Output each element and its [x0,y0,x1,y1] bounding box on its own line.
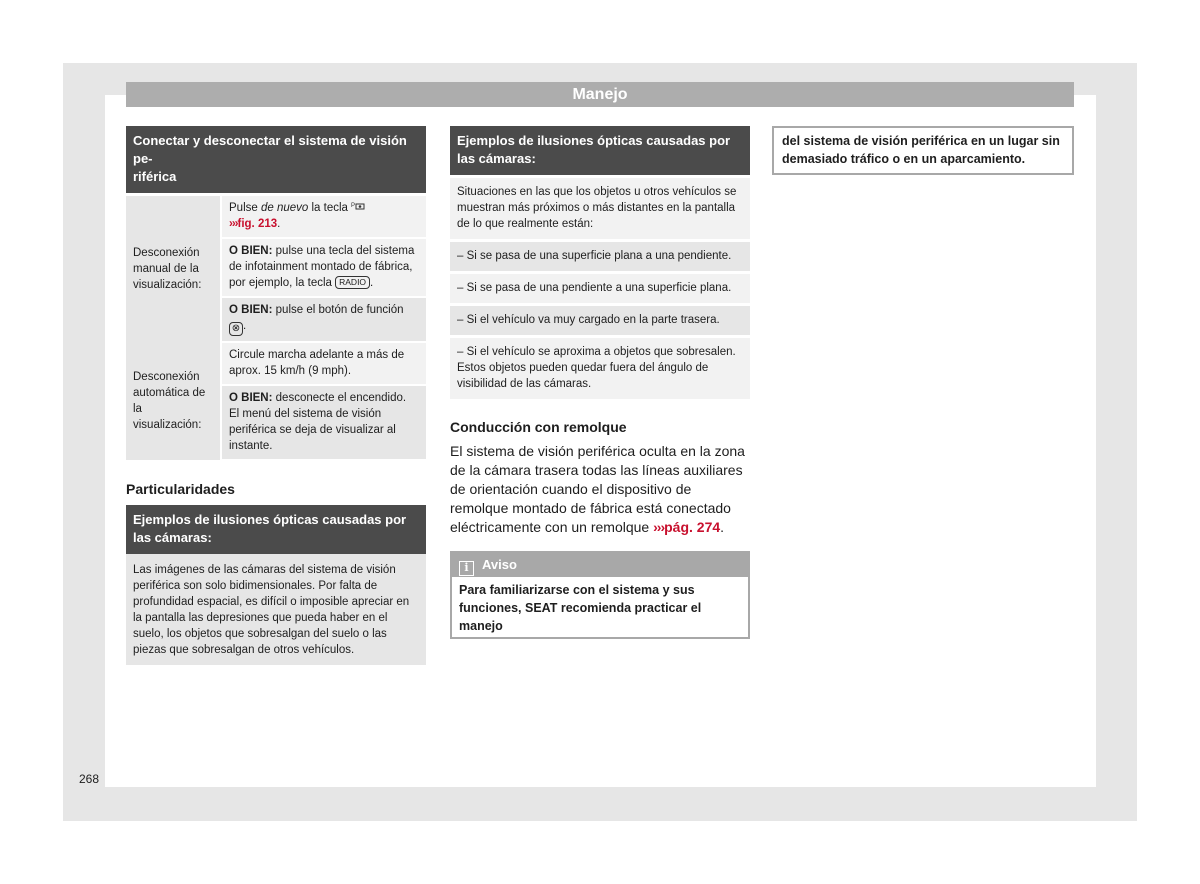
list-item: – Si el vehículo se aproxima a objetos que sobresalen. Estos objetos pueden quedar fuera del ángulo de visibilidad de las cámaras. [450,338,750,399]
cell-emphasis: de nuevo [260,202,309,214]
list-item: – Si se pasa de una pendiente a una superficie plana. [450,274,750,303]
cell-text: . [243,320,247,332]
cell-bold: O BIEN: [229,304,273,316]
cell-text: la tecla [308,202,352,214]
table-cell [221,238,426,297]
cell-text: Pulse [229,202,261,214]
section-header [126,82,1074,107]
svg-text:P: P [351,203,356,209]
radio-key-icon: RADIO [335,276,370,289]
particularidades-heading: Particularidades [126,481,235,497]
row-label-manual: Desconexión manual de la visualización: [126,196,221,342]
list-item: – Si se pasa de una superficie plana a una pendiente. [450,242,750,271]
optical-illusions-list-title: Ejemplos de ilusiones ópticas causadas por las cámaras: [450,126,750,175]
trailer-body-text [450,442,750,537]
page-reference-link[interactable]: pág. 274 [664,519,721,535]
illusions-intro: Situaciones en las que los objetos u otros vehículos se muestran más próximos o más distantes en la pantalla de lo que realmente están: [450,178,750,239]
body-text: El sistema de visión periférica oculta en la zona de la cámara trasera todas las líneas auxiliares de orientación cuando el dispositivo de remolque montado de fábrica está conectado eléctricamente con un remolque [450,443,745,535]
cell-text: . [277,218,281,230]
column-middle [450,126,750,639]
optical-illusions-box-text: Las imágenes de las cámaras del sistema de visión periférica son solo bidimensionales. Por falta de profundidad espacial, es difícil o imposible apreciar en la pantalla las depresiones que pueda haber en el suelo, los objetos que sobresalgan del suelo o las piezas que sobresalgan de otros vehículos. [126,554,426,665]
row-label-automatic: Desconexión automática de la visualización: [126,342,221,460]
disconnect-table [126,196,426,461]
box-title-line: Conectar y desconectar el sistema de visión pe- [133,133,407,166]
section-header-title: Manejo [572,86,628,103]
figure-reference-link[interactable]: fig. 213 [237,218,278,230]
table-cell [221,196,426,238]
cell-text: desconecte el encendido. El menú del sistema de visión periférica se deja de visualizar al instante. [229,392,407,452]
notice-text: Para familiarizarse con el sistema y sus funciones, SEAT recomienda practicar el manejo [459,583,702,633]
box-title-line: riférica [133,169,177,184]
cross-reference-arrows: ››› [653,519,665,535]
body-text: . [720,519,725,535]
table-cell [221,385,426,460]
column-right [772,126,1074,175]
optical-illusions-box-title: Ejemplos de ilusiones ópticas causadas por las cámaras: [126,505,426,554]
trailer-heading: Conducción con remolque [450,419,627,435]
table-cell [221,297,426,342]
notice-continuation: del sistema de visión periférica en un lugar sin demasiado tráfico o en un aparcamiento. [772,126,1074,175]
page-number: 268 [79,772,100,786]
cross-reference-arrows: ››› [229,218,238,230]
cell-text: . [370,277,374,289]
parking-camera-icon [351,201,367,211]
info-icon: i [459,561,474,576]
notice-header [452,553,748,577]
cell-bold: O BIEN: [229,392,273,404]
column-left [126,126,426,665]
cell-text: pulse una tecla del sistema de infotainment montado de fábrica, por ejemplo, la tecla [229,245,415,289]
close-function-key-icon: ⊗ [229,322,243,336]
table-row [126,196,426,238]
notice-box [450,551,750,639]
connect-disconnect-box-title [126,126,426,193]
cell-bold: O BIEN: [229,245,273,257]
table-row [126,342,426,385]
notice-title: Aviso [482,557,517,572]
cell-text: pulse el botón de función [272,304,404,316]
table-cell: Circule marcha adelante a más de aprox. 15 km/h (9 mph). [221,342,426,385]
list-item: – Si el vehículo va muy cargado en la parte trasera. [450,306,750,335]
